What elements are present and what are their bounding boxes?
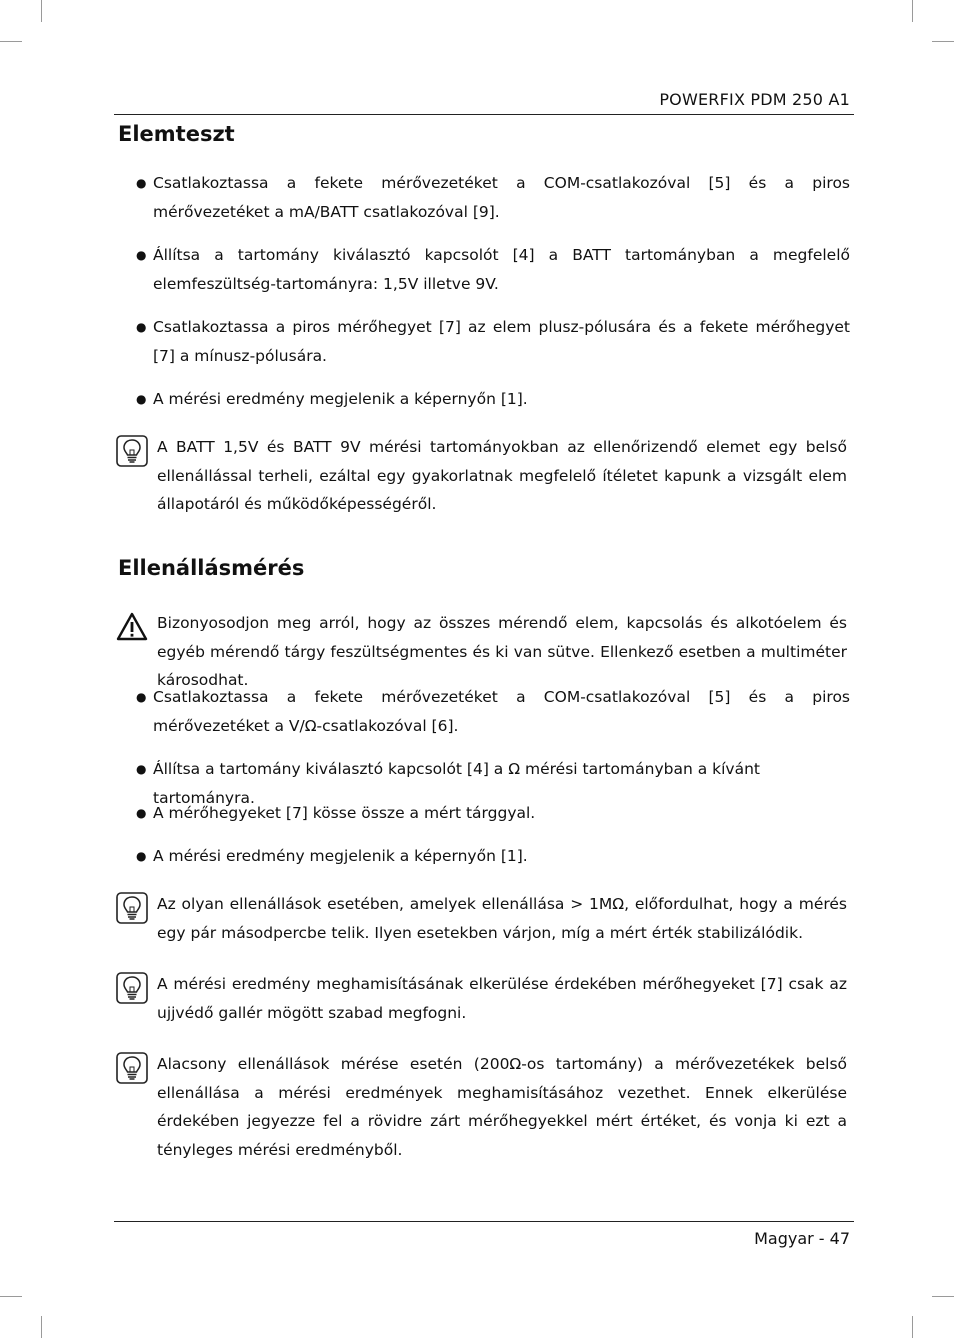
bullet-icon: ● [136,849,147,863]
bullet-icon: ● [136,806,147,820]
list-item: ● A mérési eredmény megjelenik a képernyőn [1]. [136,842,850,871]
list-item: ● Állítsa a tartomány kiválasztó kapcsolót [4] a BATT tartományban a megfelelő elemfeszültség-tartományra: 1,5V illetve 9V. [136,241,850,298]
footer-rule [114,1221,854,1222]
tip-note: Alacsony ellenállások mérése esetén (200Ω-os tartomány) a mérővezetékek belső ellenállása a mérési eredmények meghamisításához vezethet. Ennek elkerülése érdekében jegyezze fel a rövidre zárt mérőhegyekkel mért értéket, és vonja ki ezt a tényleges mérési eredményből. [116,1050,847,1164]
list-item: ● Állítsa a tartomány kiválasztó kapcsolót [4] a Ω mérési tartományban a kívánt tartományra. [136,755,850,812]
section-title-ellenallasmeres: Ellenállásmérés [118,556,305,580]
list-item: ● Csatlakoztassa a fekete mérővezetéket a COM-csatlakozóval [5] és a piros mérővezetéket a mA/BATT csatlakozóval [9]. [136,169,850,226]
crop-mark [932,1296,954,1297]
tip-note: A BATT 1,5V és BATT 9V mérési tartományokban az ellenőrizendő elemet egy belső ellenállással terheli, ezáltal egy gyakorlatnak megfelelő ítéletet kapunk a vizsgált elem állapotáról és működőképességéről. [116,433,847,519]
bullet-icon: ● [136,392,147,406]
section-title-elemteszt: Elemteszt [118,122,235,146]
tip-note: A mérési eredmény meghamisításának elkerülése érdekében mérőhegyeket [7] csak az ujjvédő gallér mögött szabad megfogni. [116,970,847,1027]
lightbulb-icon [116,435,148,467]
list-item: ● Csatlakoztassa a fekete mérővezetéket a COM-csatlakozóval [5] és a piros mérővezetéket a V/Ω-csatlakozóval [6]. [136,683,850,740]
bullet-icon: ● [136,176,147,190]
page-number: Magyar - 47 [754,1229,850,1248]
crop-mark [0,1296,22,1297]
page-header-title: POWERFIX PDM 250 A1 [659,90,850,109]
header-rule [114,114,854,115]
bullet-icon: ● [136,248,147,262]
warning-triangle-icon [116,611,148,643]
lightbulb-icon [116,892,148,924]
lightbulb-icon [116,972,148,1004]
crop-mark [932,41,954,42]
bullet-icon: ● [136,762,147,776]
crop-mark [41,1316,42,1338]
list-item: ● A mérőhegyeket [7] kösse össze a mért tárggyal. [136,799,850,828]
crop-mark [0,41,22,42]
lightbulb-icon [116,1052,148,1084]
list-item: ● Csatlakoztassa a piros mérőhegyet [7] az elem plusz-pólusára és a fekete mérőhegyet [7] a mínusz-pólusára. [136,313,850,370]
crop-mark [912,1316,913,1338]
crop-mark [912,0,913,22]
bullet-icon: ● [136,320,147,334]
crop-mark [41,0,42,22]
list-item: ● A mérési eredmény megjelenik a képernyőn [1]. [136,385,850,414]
warning-note: Bizonyosodjon meg arról, hogy az összes mérendő elem, kapcsolás és alkotóelem és egyéb mérendő tárgy feszültségmentes és ki van sütve. Ellenkező esetben a multiméter károsodhat. [116,609,847,695]
bullet-icon: ● [136,690,147,704]
tip-note: Az olyan ellenállások esetében, amelyek ellenállása > 1MΩ, előfordulhat, hogy a mérés egy pár másodpercbe telik. Ilyen esetekben várjon, míg a mért érték stabilizálódik. [116,890,847,947]
